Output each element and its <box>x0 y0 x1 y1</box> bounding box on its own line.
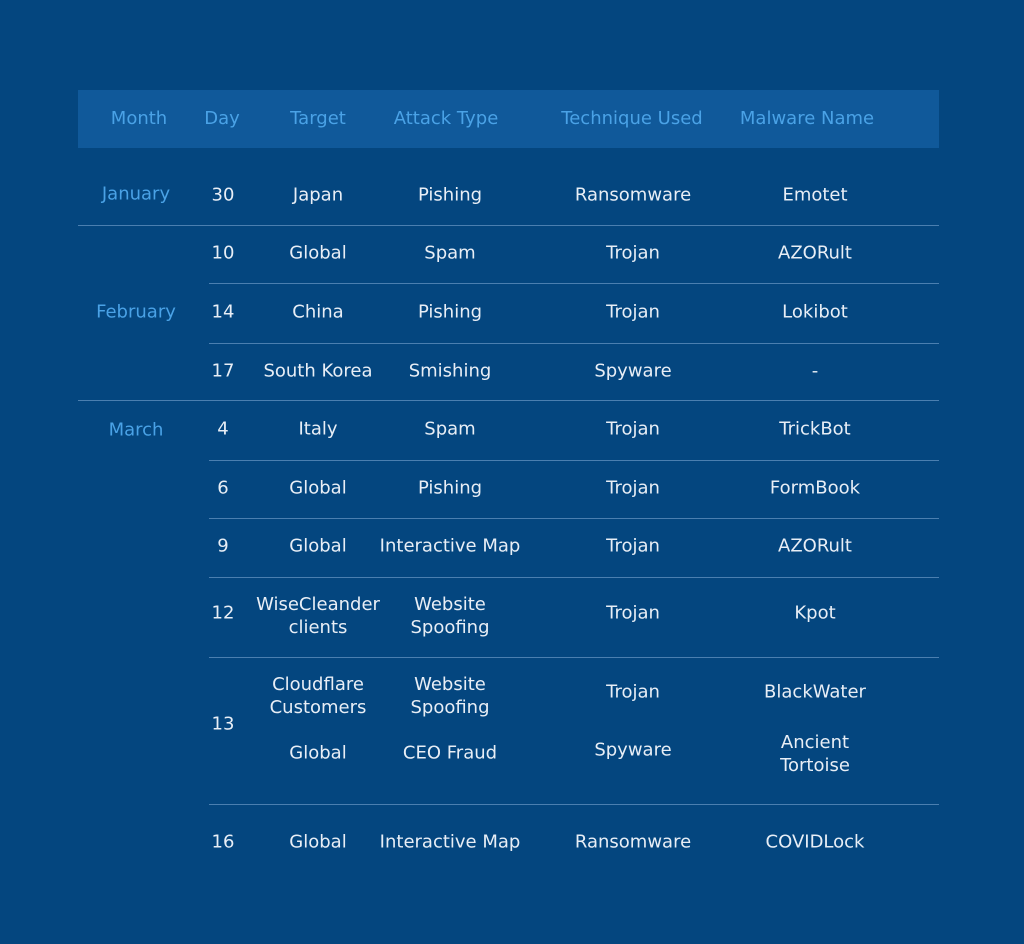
cell-day: 30 <box>211 184 235 206</box>
header-target: Target <box>290 108 346 129</box>
cell-day: 16 <box>211 831 235 853</box>
cell-target: Global <box>289 831 347 853</box>
cell-day: 9 <box>217 535 229 557</box>
month-march: March <box>108 419 164 441</box>
cell-technique: Spyware <box>594 739 672 761</box>
cell-malware: AZORult <box>778 242 852 264</box>
cell-malware: BlackWater <box>764 681 866 703</box>
cell-attack-type: Website Spoofing <box>410 594 490 638</box>
row-divider <box>209 283 939 284</box>
row-divider <box>209 657 939 658</box>
cell-malware: FormBook <box>769 477 861 499</box>
row-divider <box>209 343 939 344</box>
cell-target: Cloudflare Customers <box>269 674 367 718</box>
cell-day: 14 <box>211 301 235 323</box>
row-divider <box>209 804 939 805</box>
cell-attack-type: Pishing <box>417 301 483 323</box>
cell-target: China <box>292 301 344 323</box>
cell-technique: Trojan <box>606 242 660 264</box>
cell-malware: Ancient Tortoise <box>780 732 850 776</box>
header-month: Month <box>110 108 168 129</box>
header-day: Day <box>204 108 240 129</box>
row-divider <box>209 577 939 578</box>
cell-day: 6 <box>217 477 229 499</box>
cell-technique: Trojan <box>606 477 660 499</box>
cell-technique: Trojan <box>606 602 660 624</box>
cell-technique: Ransomware <box>574 184 692 206</box>
cell-attack-type: Pishing <box>417 184 483 206</box>
cell-day: 13 <box>211 713 235 735</box>
month-january: January <box>101 183 171 205</box>
cell-day: 10 <box>211 242 235 264</box>
cell-target: Global <box>289 477 347 499</box>
cell-target: Global <box>289 242 347 264</box>
cell-day: 17 <box>211 360 235 382</box>
cell-target: Global <box>289 535 347 557</box>
cell-malware: Lokibot <box>782 301 848 323</box>
cell-malware: TrickBot <box>779 418 851 440</box>
cell-attack-type: Interactive Map <box>379 831 521 853</box>
row-divider <box>209 518 939 519</box>
cell-attack-type: Spam <box>424 418 476 440</box>
cell-target: Italy <box>298 418 338 440</box>
header-attack-type: Attack Type <box>393 108 499 129</box>
cell-technique: Ransomware <box>574 831 692 853</box>
cell-attack-type: Spam <box>424 242 476 264</box>
header-technique-used: Technique Used <box>561 108 703 129</box>
table-header <box>78 90 939 148</box>
cell-technique: Trojan <box>606 535 660 557</box>
divider-february <box>78 400 939 401</box>
cell-technique: Spyware <box>594 360 672 382</box>
cell-malware: Emotet <box>782 184 848 206</box>
cell-malware: Kpot <box>794 602 836 624</box>
cell-malware: AZORult <box>778 535 852 557</box>
cell-attack-type: CEO Fraud <box>402 742 498 764</box>
cell-technique: Trojan <box>606 681 660 703</box>
divider-january <box>78 225 939 226</box>
cell-attack-type: Website Spoofing <box>410 674 490 718</box>
cell-day: 4 <box>217 418 229 440</box>
cell-technique: Trojan <box>606 418 660 440</box>
cell-technique: Trojan <box>606 301 660 323</box>
cell-malware: - <box>811 360 819 382</box>
cell-target: Japan <box>292 184 344 206</box>
cell-day: 12 <box>211 602 235 624</box>
cell-malware: COVIDLock <box>765 831 865 853</box>
month-february: February <box>96 301 176 323</box>
row-divider <box>209 460 939 461</box>
header-malware-name: Malware Name <box>739 108 875 129</box>
cell-attack-type: Smishing <box>408 360 492 382</box>
cell-target: South Korea <box>263 360 373 382</box>
cell-target: Global <box>289 742 347 764</box>
cell-target: WiseCleander clients <box>256 594 380 638</box>
cell-attack-type: Pishing <box>417 477 483 499</box>
cell-attack-type: Interactive Map <box>379 535 521 557</box>
